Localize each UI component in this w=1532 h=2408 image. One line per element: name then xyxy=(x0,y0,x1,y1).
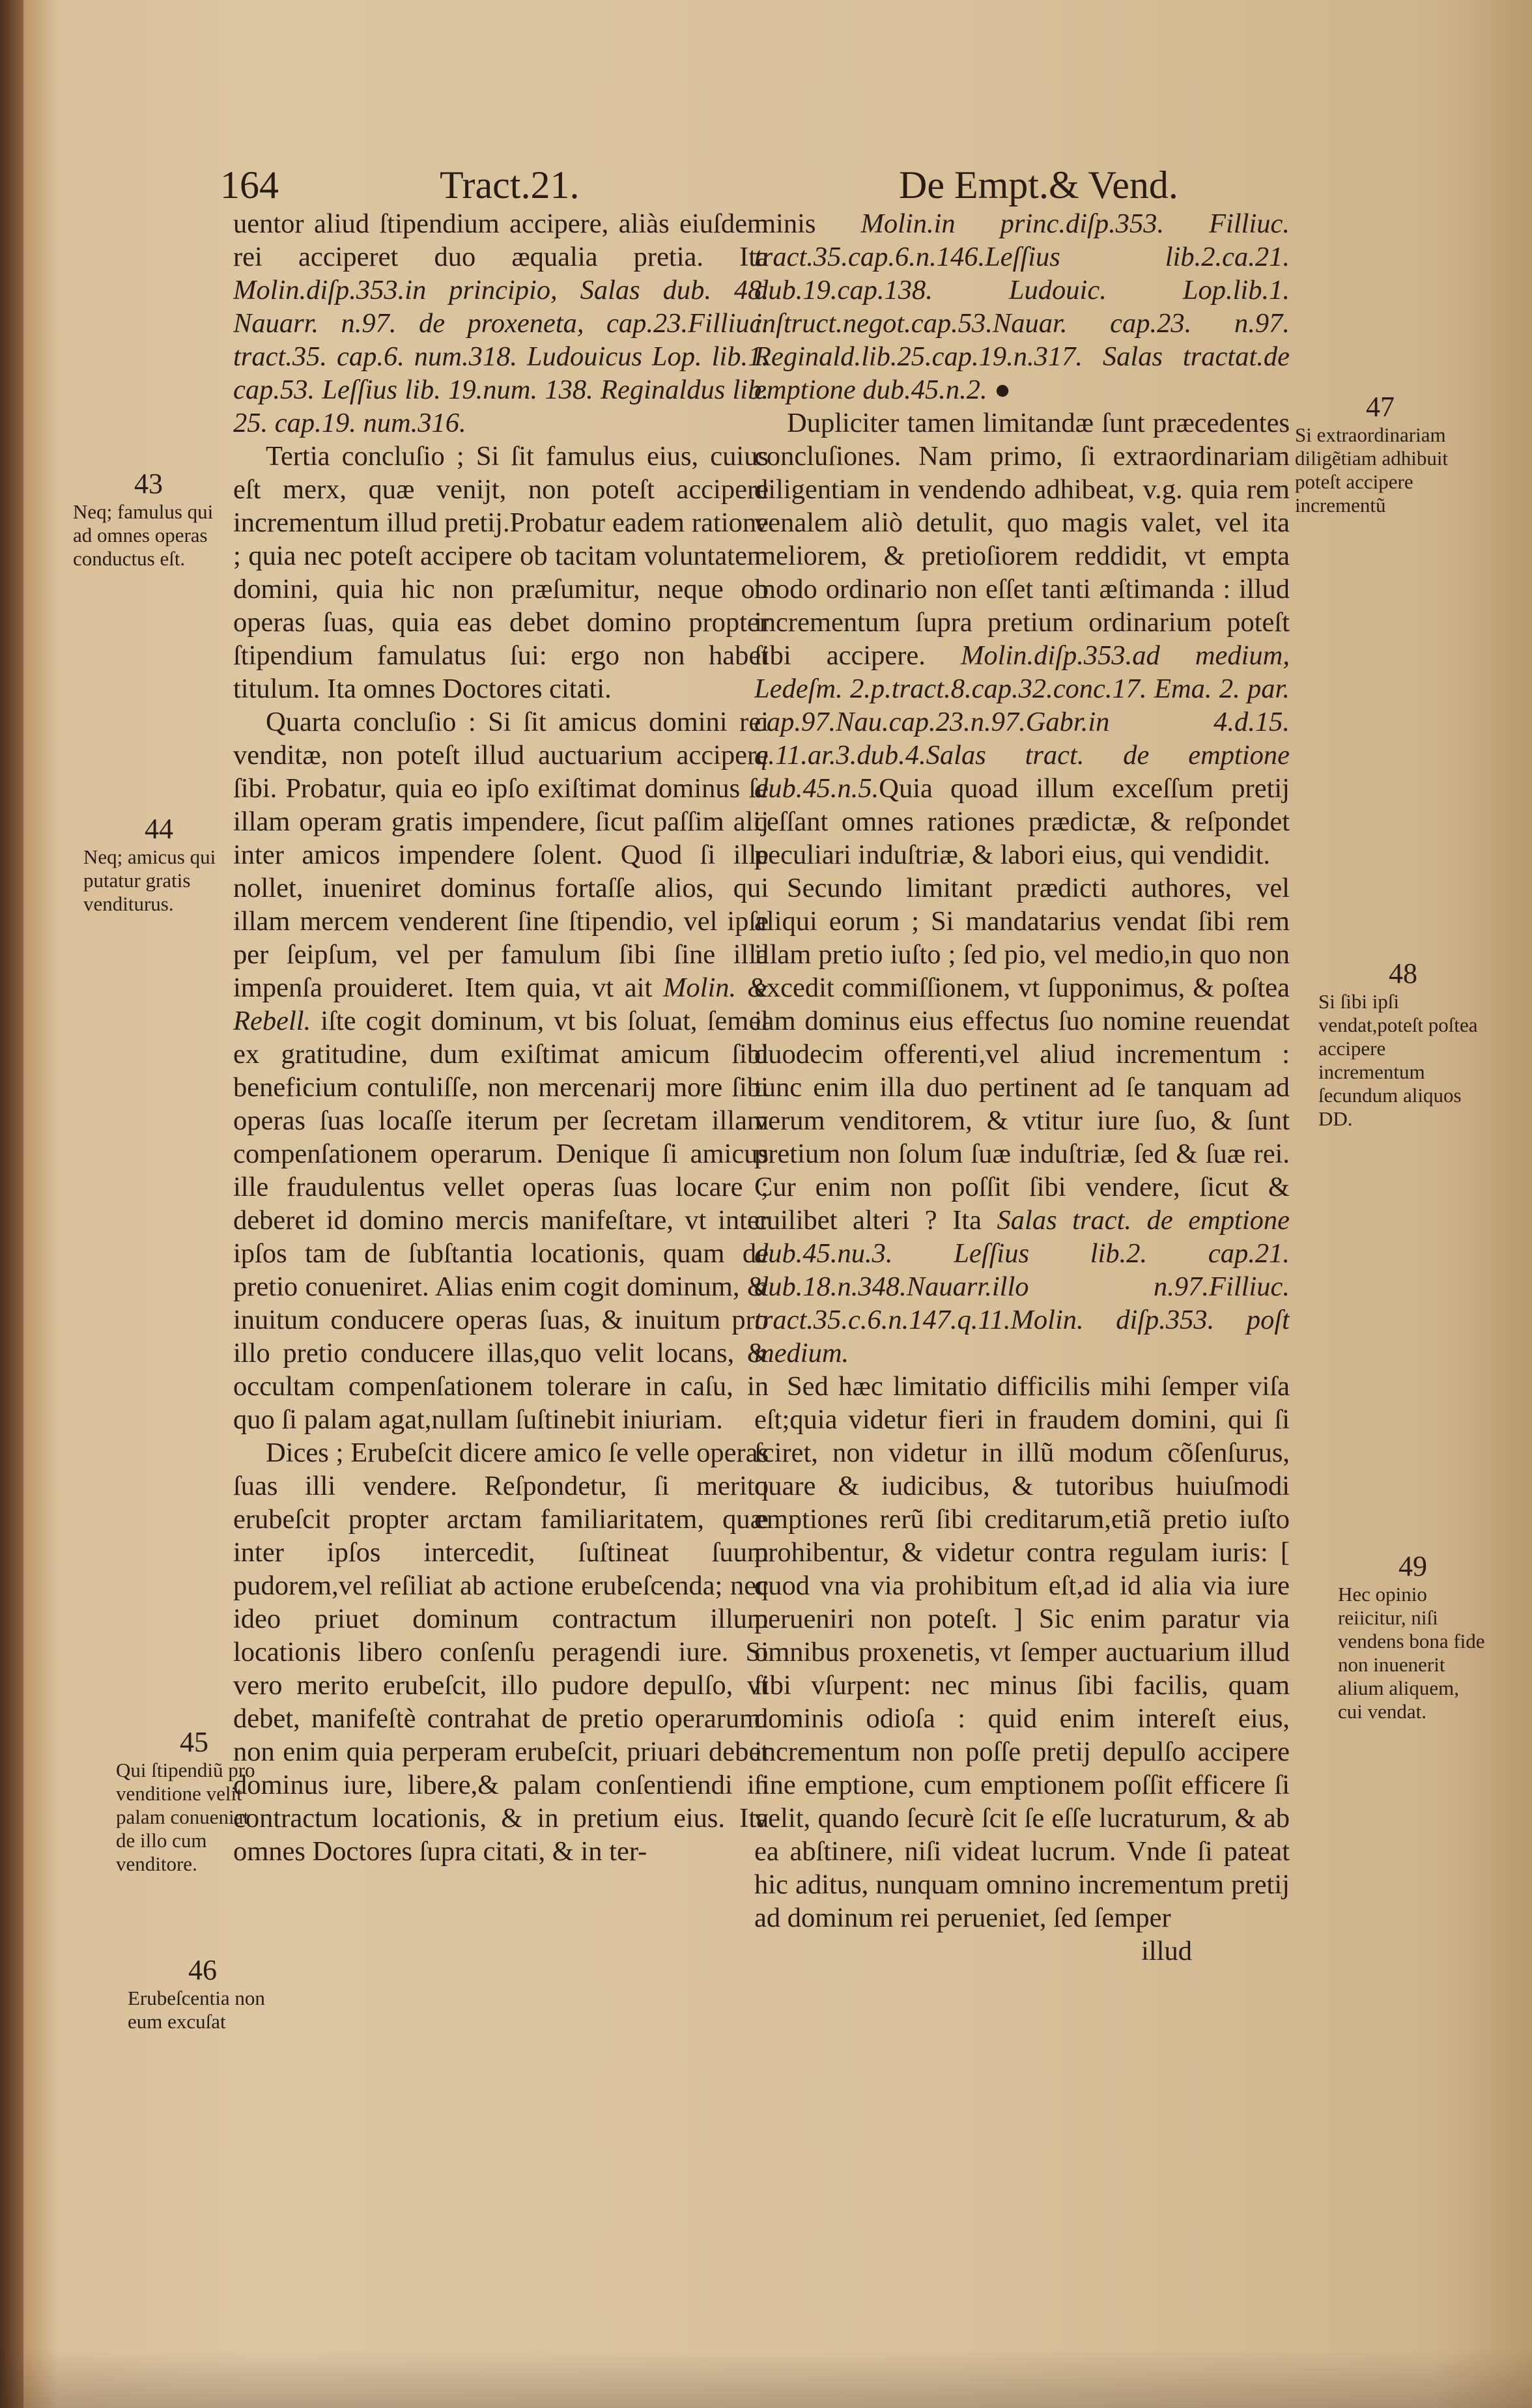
text-run: uentor aliud ſtipendium accipere, aliàs eiuſdem rei acciperet duo æqualia pretia. Ita xyxy=(233,208,769,272)
page-bottom-shade xyxy=(0,2349,1532,2408)
text-run: iſte cogit dominum, vt bis ſoluat, ſemel ex gratitudine, dum exiſtimat amicum ſibi beneficium contuliſſe, non mercenarij more ſibi operas ſuas locaſſe iterum per ſecretam illam compenſationem operarum. Denique ſi amicus ille fraudulentus vellet operas ſuas locare ; deberet id domino mercis manifeſtare, vt inter ipſos tam de ſubſtantia locationis, quam de pretio conueniret. Alias enim cogit dominum, & inuitum conducere operas ſuas, & inuitum pro illo pretio conducere illas,quo velit locans, & occultam compenſationem tolerare in caſu, in quo ſi palam agat,nullam ſuſtinebit iniuriam. xyxy=(233,1006,769,1435)
catchword: illud xyxy=(1141,1936,1192,1966)
text-run: Secundo limitant prædicti authores, vel aliqui eorum ; Si mandatarius vendat ſibi rem illam pretio iuſto ; ſed pio, vel medio,in quo non excedit commiſſionem, vt ſupponimus, & poſtea iam dominus eius effectus ſuo nomine reuendat duodecim offerenti,vel aliud incrementum : tunc enim illa duo pertinent ad ſe tanquam ad verum venditorem, & vtitur iure ſuo, & ſunt pretium non ſolum ſuæ induſtriæ, ſed & ſuæ rei. Cur enim non poſſit ſibi vendere, ſicut & cuilibet alteri ? Ita xyxy=(754,873,1290,1236)
citation: Molin.in princ.diſp.353. Filliuc. tract.35.cap.6.n.146.Leſſius lib.2.ca.21. dub.19.cap.138. Ludouic. Lop.lib.1. inſtruct.negot.cap.53.Nauar. cap.23. n.97. Reginald.lib.25.cap.19.n.317. Salas tractat.de emptione dub.45.n.2. xyxy=(754,208,1290,405)
margin-note xyxy=(128,1954,277,2033)
margin-note-text: Erubeſcentia non eum excuſat xyxy=(128,1987,265,2033)
text-run: Quarta concluſio : Si ſit amicus domini rei venditæ, non poteſt illud auctuarium accipere ſibi. Probatur, quia eo ipſo exiſtimat dominus ſe illam operam gratis impendere, ſicut paſſim alij inter amicos impendere ſolent. Quod ſi ille nollet, inueniret dominus fortaſſe alios, qui illam mercem venderent ſine ſtipendio, vel ipſe per ſeipſum, vel per famulum ſibi ſine illa impenſa prouideret. Item quia, vt ait xyxy=(233,707,769,1003)
margin-note-number: 49 xyxy=(1398,1550,1427,1582)
right-column xyxy=(754,207,1290,2252)
text-run: minis xyxy=(754,208,861,239)
margin-note-text: Si ſibi ipſi vendat,poteſt poſtea accipere incrementum ſecundum aliquos DD. xyxy=(1318,990,1478,1130)
paragraph xyxy=(754,207,1290,406)
citation: Molin.diſp.353.in principio, Salas dub. 48. Nauarr. n.97. de proxeneta, cap.23.Filliuc. tract.35. cap.6. num.318. Ludouicus Lop. lib.1. cap.53. Leſſius lib. 19.num. 138. Reginaldus lib. 25. cap.19. num.316. xyxy=(233,275,769,438)
paragraph xyxy=(233,1436,769,1868)
margin-note xyxy=(73,468,224,571)
margin-note-text: Si extraordinariam diligẽtiam adhibuit poteſt accipere incrementũ xyxy=(1295,423,1449,517)
paragraph xyxy=(754,871,1290,1370)
margin-note-text: Neq; famulus qui ad omnes operas conductus eſt. xyxy=(73,500,214,570)
margin-note xyxy=(1318,957,1488,1131)
paragraph xyxy=(233,705,769,1436)
paragraph xyxy=(754,1370,1290,1934)
margin-note-number: 44 xyxy=(145,813,173,845)
citation: Molin. & Rebell. xyxy=(233,972,769,1036)
margin-note-text: Neq; amicus qui putatur gratis venditurus. xyxy=(83,845,216,915)
text-run: Quia quoad illum exceſſum pretij ceſſant omnes rationes prædictæ, & reſpondet peculiari induſtriæ, & labori eius, qui vendidit. xyxy=(754,773,1290,870)
citation: Molin.diſp.353.ad medium, Ledeſm. 2.p.tract.8.cap.32.conc.17. Ema. 2. par. cap.97.Nau.cap.23.n.97.Gabr.in 4.d.15. q.11.ar.3.dub.4.Salas tract. de emptione dub.45.n.5. xyxy=(754,640,1290,804)
margin-note xyxy=(1295,391,1466,517)
margin-note-number: 43 xyxy=(134,468,163,500)
margin-note xyxy=(116,1726,272,1876)
page-number: 164 xyxy=(220,163,279,206)
margin-note-number: 46 xyxy=(188,1954,217,1986)
paragraph xyxy=(233,207,769,440)
text-run: ● xyxy=(987,375,1011,405)
text-run: Dices ; Erubeſcit dicere amico ſe velle operas ſuas illi vendere. Reſpondetur, ſi merito erubeſcit propter arctam familiaritatem, quæ inter ipſos intercedit, ſuſtineat ſuum pudorem,vel reſiliat ab actione erubeſcenda; nec ideo priuet dominum contractum illum locationis libero conſenſu peragendi iure. Si vero merito erubeſcit, illo pudore depulſo, vt debet, manifeſtè contrahat de pretio operarum: non enim quia perperam erubeſcit, priuari debet dominus iure, libere,& palam conſentiendi in contractum locationis, & in pretium eius. Ita omnes Doctores ſupra citati, & in ter- xyxy=(233,1438,769,1867)
paragraph xyxy=(233,440,769,705)
margin-note-text: Qui ſtipendiũ pro venditione velit palam conueniat de illo cum venditore. xyxy=(116,1759,255,1875)
text-run: Tertia concluſio ; Si ſit famulus eius, cuius eſt merx, quæ venijt, non poteſt accipere incrementum illud pretij.Probatur eadem ratione ; quia nec poteſt accipere ob tacitam voluntatem domini, quia hic non præſumitur, neque ob operas ſuas, quia eas debet domino propter ſtipendium famulatus ſui: ergo non habet titulum. Ita omnes Doctores citati. xyxy=(233,441,769,704)
citation: Salas tract. de emptione dub.45.nu.3. Leſſius lib.2. cap.21. dub.18.n.348.Nauarr.illo n.97.Filliuc. tract.35.c.6.n.147.q.11.Molin. diſp.353. poſt medium. xyxy=(754,1205,1290,1368)
running-title-left: Tract.21. xyxy=(440,163,580,206)
margin-note-number: 47 xyxy=(1366,391,1395,423)
running-title-right: De Empt.& Vend. xyxy=(899,163,1178,206)
binding-gutter xyxy=(0,0,23,2408)
margin-note-text: Hec opinio reiicitur, niſi vendens bona fide non inuenerit alium aliquem, cui vendat. xyxy=(1338,1583,1485,1723)
margin-note-number: 45 xyxy=(180,1726,208,1758)
margin-note-number: 48 xyxy=(1389,957,1417,989)
margin-note xyxy=(1338,1550,1488,1723)
margin-note xyxy=(83,813,234,916)
paragraph xyxy=(754,406,1290,871)
text-run: Dupliciter tamen limitandæ ſunt præcedentes concluſiones. Nam primo, ſi extraordinariam diligentiam in vendendo adhibeat, v.g. quia rem venalem aliò detulit, quo magis valet, vel ita meliorem, & pretioſiorem reddidit, vt empta modo ordinario non eſſet tanti æſtimanda : illud incrementum ſupra pretium ordinarium poteſt ſibi accipere. xyxy=(754,408,1290,671)
text-run: Sed hæc limitatio difficilis mihi ſemper viſa eſt;quia videtur fieri in fraudem domini, qui ſi ſciret, non videtur in illũ modum cõſenſurus, quare & iudicibus, & tutoribus huiuſmodi emptiones rerũ ſibi creditarum,etiã pretio iuſto prohibentur, & videtur contra regulam iuris: [ quod vna via prohibitum eſt,ad id alia via iure perueniri non poteſt. ] Sic enim paratur via omnibus proxenetis, vt ſemper auctuarium illud ſibi vſurpent: nec minus ſibi facilis, quam dominis odioſa : quid enim intereſt eius, incrementum non poſſe pretij depulſo accipere ſine emptione, cum emptionem poſſit efficere ſi velit, quando ſecurè ſcit ſe eſſe lucraturum, & ab ea abſtinere, niſi videat lucrum. Vnde ſi pateat hic aditus, nunquam omnino incrementum pretij ad dominum rei perueniet, ſed ſemper xyxy=(754,1371,1290,1933)
left-column xyxy=(233,207,769,2233)
